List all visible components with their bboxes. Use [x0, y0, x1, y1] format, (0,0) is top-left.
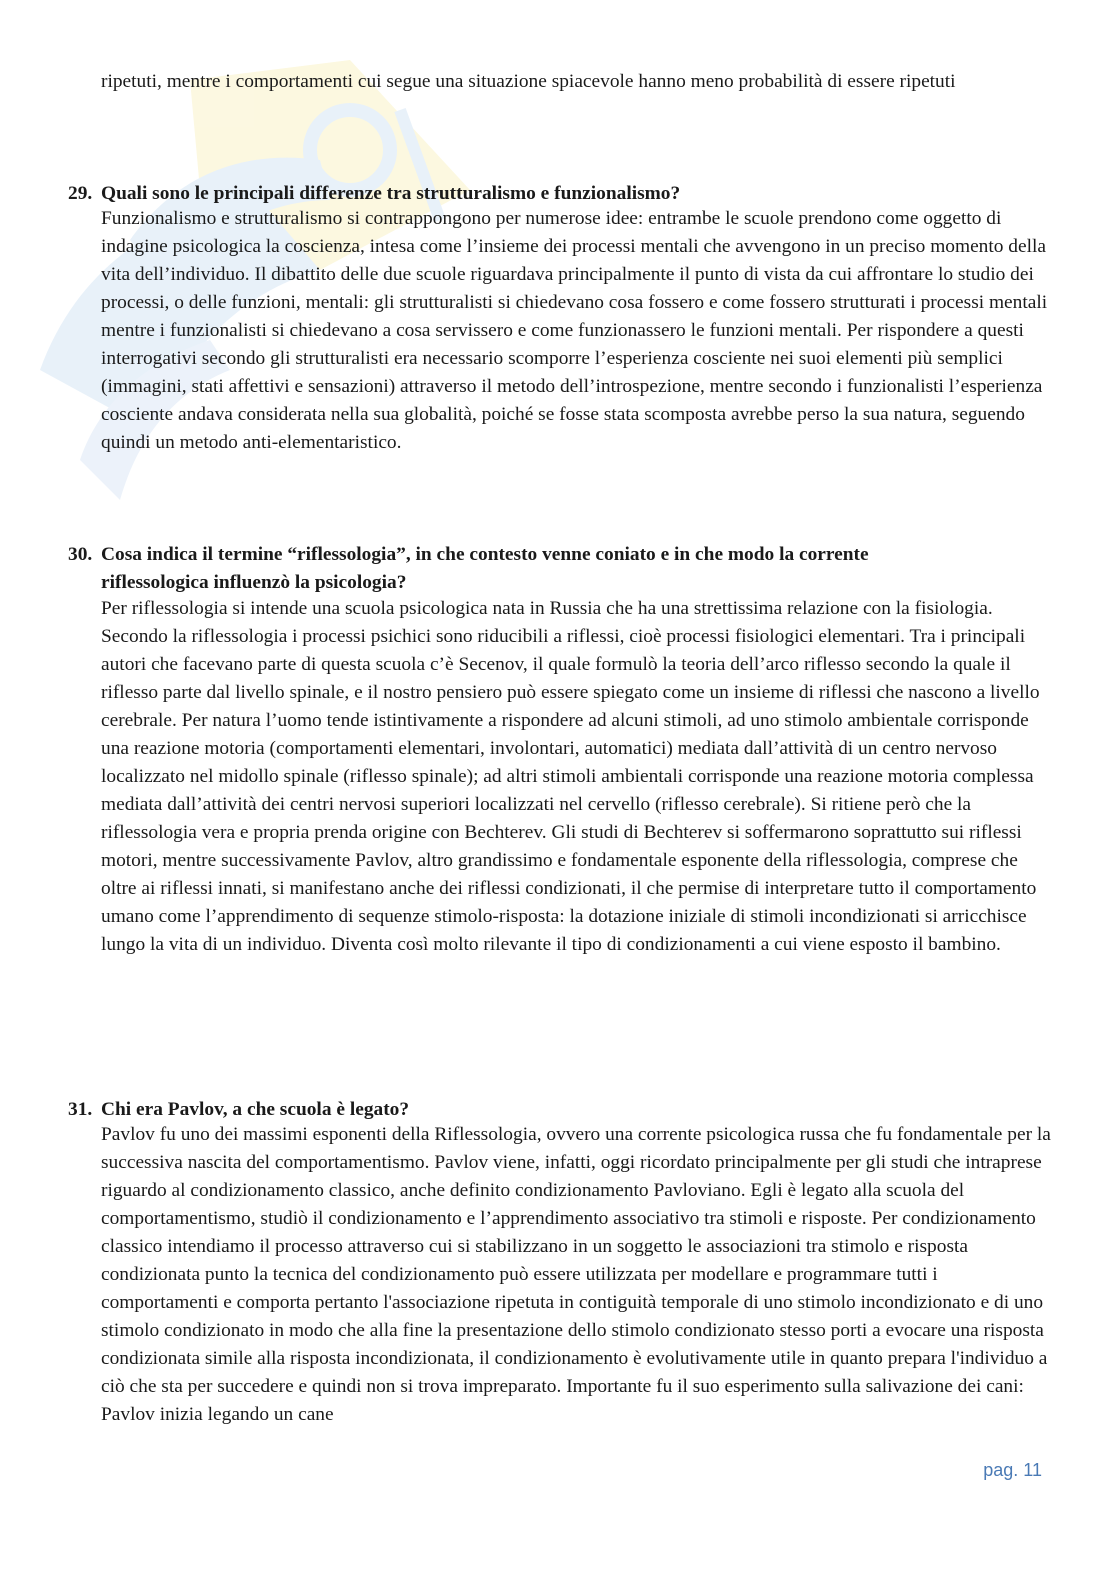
question-title-continued: riflessologica influenzò la psicologia? — [101, 572, 407, 593]
question-number: 31. — [68, 1099, 93, 1120]
question-29-answer: Funzionalismo e strutturalismo si contrappongono per numerose idee: entrambe le scuole prendono come oggetto di indagine psicologica la coscienza, intesa come l’insieme dei processi mentali che avvengono in un preciso momento della vita dell’individuo. Il dibattito delle due scuole riguardava principalmente il punto di vista da cui affrontare lo studio dei processi, o delle funzioni, mentali: gli strutturalisti si chiedevano cosa fossero e come fossero strutturati i processi mentali mentre i funzionalisti si chiedevano a cosa servissero e come funzionassero le funzioni mentali. Per rispondere a questi interrogativi secondo gli strutturalisti era necessario scomporre l’esperienza cosciente nei suoi elementi più semplici (immagini, stati affettivi e sensazioni) attraverso il metodo dell’introspezione, mentre secondo i funzionalisti l’esperienza cosciente andava considerata nella sua globalità, poiché se fosse stata scomposta avrebbe perso la sua natura, seguendo quindi un metodo anti-elementaristico. — [101, 208, 1048, 453]
question-title: Cosa indica il termine “riflessologia”, in che contesto venne coniato e in che modo la corrente — [101, 544, 869, 565]
question-29-heading — [68, 180, 1058, 208]
question-title: Quali sono le principali differenze tra strutturalismo e funzionalismo? — [101, 183, 681, 204]
question-31-heading — [68, 1096, 1058, 1124]
question-30-answer: Per riflessologia si intende una scuola psicologica nata in Russia che ha una strettissima relazione con la fisiologia. Secondo la riflessologia i processi psichici sono riducibili a riflessi, cioè processi fisiologici elementari. Tra i principali autori che facevano parte di questa scuola c’è Secenov, il quale formulò la teoria dell’arco riflesso secondo la quale il riflesso parte dal livello spinale, e il nostro pensiero può essere spiegato come un insieme di riflessi che nascono a livello cerebrale. Per natura l’uomo tende istintivamente a rispondere ad alcuni stimoli, ad uno stimolo ambientale corrisponde una reazione motoria (comportamenti elementari, involontari, automatici) mediata dall’attività di un centro nervoso localizzato nel midollo spinale (riflesso spinale); ad altri stimoli ambientali corrisponde una reazione motoria complessa mediata dall’attività dei centri nervosi superiori localizzati nel cervello (riflesso cerebrale). Si ritiene però che la riflessologia vera e propria prenda origine con Bechterev. Gli studi di Bechterev si soffermarono soprattutto sui riflessi motori, mentre successivamente Pavlov, altro grandissimo e fondamentale esponente della riflessologia, comprese che oltre ai riflessi innati, si manifestano anche dei riflessi condizionati, il che permise di interpretare tutto il comportamento umano come l’apprendimento di sequenze stimolo-risposta: la dotazione iniziale di stimoli incondizionati si arricchisce lungo la vita di un individuo. Diventa così molto rilevante il tipo di condizionamenti a cui viene esposto il bambino. — [101, 598, 1040, 955]
page-number: pag. 11 — [983, 1460, 1042, 1480]
question-title: Chi era Pavlov, a che scuola è legato? — [101, 1099, 410, 1120]
question-30-heading — [68, 541, 1058, 597]
question-number: 29. — [68, 183, 93, 204]
question-number: 30. — [68, 544, 93, 565]
question-31-answer: Pavlov fu uno dei massimi esponenti della Riflessologia, ovvero una corrente psicologica russa che fu fondamentale per la successiva nascita del comportamentismo. Pavlov viene, infatti, oggi ricordato principalmente per gli studi che intraprese riguardo al condizionamento classico, anche definito condizionamento Pavloviano. Egli è legato alla scuola del comportamentismo, studiò il condizionamento e l’apprendimento associativo tra stimoli e risposte. Per condizionamento classico intendiamo il processo attraverso cui si stabilizzano in un soggetto le associazioni tra stimolo e risposta condizionata punto la tecnica del condizionamento può essere utilizzata per modellare e programmare tutti i comportamenti e comporta pertanto l'associazione ripetuta in contiguità temporale di uno stimolo incondizionato e di uno stimolo condizionato in modo che alla fine la presentazione dello stimolo condizionato stesso porti a evocare una risposta condizionata simile alla risposta incondizionata, il condizionamento è evolutivamente utile in quanto prepara l'individuo a ciò che sta per succedere e quindi non si trova impreparato. Importante fu il suo esperimento sulla salivazione dei cani: Pavlov inizia legando un cane — [101, 1124, 1051, 1425]
intro-paragraph: ripetuti, mentre i comportamenti cui segue una situazione spiacevole hanno meno probabilità di essere ripetuti — [101, 71, 956, 92]
